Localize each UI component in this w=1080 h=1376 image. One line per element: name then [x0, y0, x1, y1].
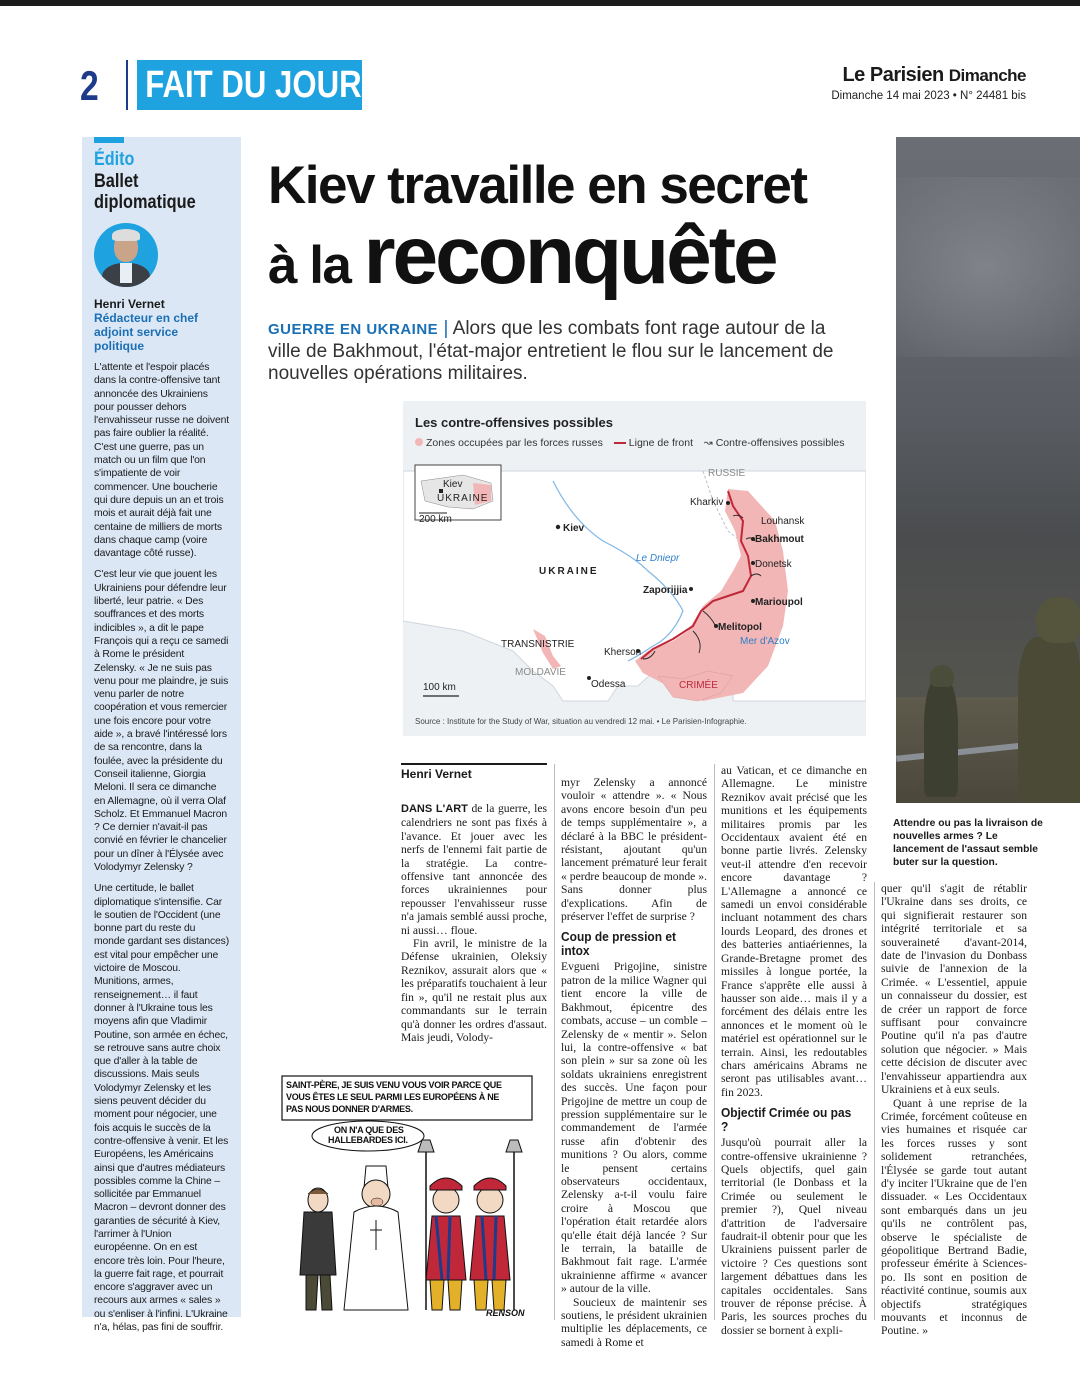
cartoon-bubble-line-1: ON N'A QUE DES	[334, 1125, 404, 1135]
article-column-3	[721, 764, 867, 1337]
label-bakhmout: Bakhmout	[755, 534, 804, 545]
legend-arrows-label: Contre-offensives possibles	[715, 437, 845, 449]
label-melitopol: Melitopol	[718, 622, 762, 633]
label-ukraine: UKRAINE	[539, 566, 599, 577]
edito-accent-bar	[94, 137, 124, 143]
legend-arrow-icon: ↝	[703, 437, 713, 449]
article-column-4	[881, 882, 1027, 1338]
label-russia: RUSSIE	[708, 468, 746, 479]
section-rubric	[137, 60, 362, 110]
article-paragraph: Soucieux de maintenir ses soutiens, le président ukrainien multiplie les déplacements, ce samedi à Rome et	[561, 1295, 707, 1349]
article-paragraph: quer qu'il s'agit de rétablir l'Ukraine dans ses droits, ce qui signifierait restaurer son intégrité territoriale et sa souveraineté d'avant-2014, date de l'invasion du Donbass suivie de l'annexion de la Crimée. « L'essentiel, appuie un connaisseur du dossier, est de créer un rapport de force suffisant pour convaincre Poutine qu'il n'a pas d'autre solution que négocier. » Mais cette décision de discuter avec l'envahisseur appartiendra aux Ukrainiens et à eux seuls.	[881, 882, 1027, 1097]
headline-line-2-big: reconquête	[363, 210, 776, 301]
cartoon-caption-line-1: SAINT-PÈRE, JE SUIS VENU VOUS VOIR PARCE QUE	[286, 1080, 502, 1090]
map-title: Les contre-offensives possibles	[415, 415, 613, 430]
label-crimee: CRIMÉE	[679, 680, 718, 691]
ukraine-map	[403, 461, 866, 711]
headline	[268, 155, 807, 318]
top-rule	[0, 0, 1080, 6]
author-name: Henri Vernet	[94, 297, 165, 311]
label-moldavie: MOLDAVIE	[515, 667, 566, 678]
photo-caption: Attendre ou pas la livraison de nouvelles armes ? Le lancement de l'assaut semble buter sur la question.	[893, 818, 1043, 868]
edito-paragraph: Une certitude, le ballet diplomatique s'intensifie. Car le soutien de l'Occident (une bonne part du reste du monde gardant ses distances) est vital pour empêcher une victoire de Moscou. Munitions, armes, renseignement… il faut donner à l'Ukraine tous les moyens afin que Vladimir Poutine, son armée en échec, se retrouve sans autre choix que d'aller à la table de discussions. Mais seuls Volodymyr Zelensky et les siens peuvent décider du moment pour négocier, une fois acquis le succès de la contre-offensive à venir. Et les Européens, les Américains ainsi que d'autres médiateurs possibles comme la Chine – sollicitée par Emmanuel Macron – devront donner des garanties de sécurité à Kiev, l'arrimer à l'Union européenne. On en est encore très loin. Pour l'heure, la guerre fait rage, et pourrait encore s'aggraver avec un recours aux armes « sales » ou s'enliser à l'infini. L'Ukraine n'a, hélas, pas fini de souffrir.	[94, 883, 229, 1334]
standfirst-separator: |	[438, 318, 453, 339]
article-paragraph: Jusqu'où pourrait aller la contre-offensive ukrainienne ? Quels objectifs, quel gain territorial (le Donbass et la Crimée ou seulement le premier ?), Quel niveau d'attrition de l'adversaire faudrait-il obtenir pour que les Ukrainiens puissent parler de victoire ? Ces questions sont largement débattues dans les capitales occidentales. Sans trouver de réponse précise. À Paris, les sources proches du dossier se bornent à expli-	[721, 1136, 867, 1337]
inset-map	[415, 465, 501, 525]
label-kherson: Kherson	[604, 647, 642, 658]
edito-kicker: Édito	[94, 149, 135, 170]
map-infographic	[403, 401, 866, 736]
lead-words: DANS L'ART	[401, 803, 468, 815]
edito-title: Ballet diplomatique	[94, 171, 196, 213]
cartoon-zelensky	[300, 1188, 336, 1310]
cartoon-pope	[344, 1166, 408, 1310]
editorial-cartoon	[276, 1070, 548, 1322]
headline-line-2-small: à la	[268, 236, 364, 295]
author-role: Rédacteur en chef adjoint service politique	[94, 311, 199, 353]
article-paragraph: Evgueni Prigojine, sinistre patron de la milice Wagner qui tient encore la ville de Bakhmout, épicentre des combats, accuse – un comble – Zelensky de « mentir ». Selon lui, la contre-offensive « bat son plein » sur sa zone où les soldats ukrainiens enregistrent des succès. Une façon pour Prigojine de mettre un coup de pression supplémentaire sur le commandement de l'armée russe afin d'obtenir des munitions ? Ou alors, comme le pensent certains observateurs occidentaux, Zelensky a-t-il voulu faire croire à Moscou que l'opération était retardée alors qu'elle était déjà lancée ? Sur le terrain, la bataille de Bakhmout fait rage. L'armée ukrainienne affirme « avancer » autour de la ville.	[561, 960, 707, 1296]
headline-line-1: Kiev travaille en secret	[268, 156, 807, 215]
section-rubric-label: FAIT DU JOUR	[145, 64, 362, 106]
map-source: Source : Institute for the Study of War, situation au vendredi 12 mai. • Le Parisien-Infographie.	[415, 717, 747, 726]
label-donetsk: Donetsk	[755, 559, 792, 570]
inset-kiev-label: Kiev	[443, 479, 463, 490]
label-kharkiv: Kharkiv	[690, 497, 724, 508]
brand-edition: Dimanche	[948, 66, 1026, 85]
column-rule	[874, 882, 875, 1320]
article-column-1	[401, 802, 547, 1044]
cartoon-swiss-guards	[418, 1140, 522, 1310]
standfirst-text: Alors que les combats font rage autour de la ville de Bakhmout, l'état-major entretient le flou sur le lancement de nouvelles opérations militaires.	[268, 318, 834, 384]
label-marioupol: Marioupol	[755, 597, 803, 608]
page-number-separator	[126, 60, 128, 110]
inset-ukraine-label: UKRAINE	[437, 493, 489, 504]
cartoon-bubble-line-2: HALLEBARDES ICI.	[328, 1135, 408, 1145]
subheading-coup-de-pression: Coup de pression et intox	[561, 929, 676, 959]
column-rule	[714, 764, 715, 1320]
cartoon-signature: RENSON	[486, 1308, 525, 1318]
article-paragraph: au Vatican, et ce dimanche en Allemagne. Le ministre Reznikov avait précisé que les munitions et les équipements militaires promis par les Occidentaux avaient été en bonne partie livrés. Zelensky veut-il attendre d'en recevoir encore davantage ? L'Allemagne a annoncé ce samedi un envoi considérable incluant notamment des chars lourds Leopard, des drones et des batteries antiaériennes, la Grande-Bretagne promet des missiles à longue portée, la France s'apprête elle aussi à hausser son aide… mais il y a forcément des délais entre les annonces et le moment où le matériel est opérationnel sur le terrain. Ainsi, les redoutables chars américains Abrams ne seront pas utilisables avant… fin 2023.	[721, 764, 867, 1099]
article-paragraph: Quant à une reprise de la Crimée, forcément coûteuse en vies humaines et risquée car les forces russes y sont solidement retranchées, l'Élysée se garde tout autant d'y inciter l'Ukraine que de l'en dissuader. « Les Occidentaux sont embarqués dans un jeu qu'ils ne contrôlent pas, observe le spécialiste de géopolitique Bertrand Badie, professeur émérite à Sciences-po. Ils sont en position de réactivité continue, soumis aux objectifs stratégiques mouvants et inconnus de Poutine. »	[881, 1096, 1027, 1338]
cartoon-caption-line-2: VOUS ÊTES LE SEUL PARMI LES EUROPÉENS À NE	[286, 1092, 500, 1102]
label-odessa: Odessa	[591, 679, 626, 690]
article-paragraph	[401, 802, 547, 937]
edito-paragraph: C'est leur vie que jouent les Ukrainiens pour défendre leur liberté, leur patrie. « Des souffrances et des morts indicibles », a dit le pape François qui a reçu ce samedi à Rome le président Zelensky. « Je ne suis pas venu pour me plaindre, je suis venu parler de notre coopération et vous remercier une fois encore pour votre aide », a bravé l'intéressé lors de sa rencontre, dans la foulée, avec la présidente du Conseil italienne, Giorgia Meloni. Il sera ce dimanche en Allemagne, où il verra Olaf Scholz. Et Emmanuel Macron ? Ce dernier n'avait-il pas convié en février le chancelier pour un dîner à l'Élysée avec Volodymyr Zelensky ?	[94, 569, 229, 873]
edito-sidebar	[82, 137, 241, 1334]
legend-occupied-swatch	[415, 438, 423, 446]
article-paragraph: myr Zelensky a annoncé vouloir « attendre ». « Nous avons encore besoin d'un peu de temps supplémentaire », a déclaré à la BBC le président-résistant, ajoutant qu'un lancement prématuré leur ferait « perdre beaucoup de monde ». Sans donner plus d'explications. Afin de préserver l'effet de surprise ?	[561, 776, 707, 924]
masthead	[831, 64, 1026, 102]
author-avatar	[94, 223, 158, 287]
subheading-objectif-crimee: Objectif Crimée ou pas ?	[721, 1105, 852, 1135]
edito-paragraph: L'attente et l'espoir placés dans la contre-offensive tant annoncée des Ukrainiens pour pousser dehors l'envahisseur russe ne doivent pas faire oublier la réalité. C'est une guerre, pas un match ou un film que l'on s'impatiente de voir commencer. Une boucherie qui dure depuis un an et trois mois et aurait déjà fait une centaine de milliers de morts dans chaque camp (voire davantage côté russe).	[94, 362, 229, 560]
article-photo	[896, 137, 1080, 803]
inset-scale-label: 200 km	[419, 514, 452, 525]
standfirst	[268, 318, 848, 385]
headline-line-2	[268, 210, 807, 318]
label-louhansk: Louhansk	[761, 516, 805, 527]
label-dniepr: Le Dniepr	[636, 553, 680, 564]
label-kiev: Kiev	[563, 523, 585, 534]
label-azov: Mer d'Azov	[740, 636, 790, 647]
issue-line: Dimanche 14 mai 2023 • N° 24481 bis	[831, 90, 1026, 102]
article-paragraph: Fin avril, le ministre de la Défense ukrainien, Oleksiy Reznikov, assurait alors que « les préparatifs touchaient à leur fin », qu'il ne restait plus aux commandants sur le terrain qu'à donner les ordres d'assaut. Mais jeudi, Volody-	[401, 937, 547, 1044]
standfirst-kicker: GUERRE EN UKRAINE	[268, 321, 439, 338]
legend-occupied-label: Zones occupées par les forces russes	[426, 437, 603, 449]
article-column-2	[561, 776, 707, 1349]
brand-name: Le Parisien	[842, 64, 944, 86]
label-transnistrie: TRANSNISTRIE	[501, 639, 575, 650]
legend-front-label: Ligne de front	[628, 437, 693, 449]
label-zaporijjia: Zaporijjia	[643, 585, 688, 596]
brand-logo	[831, 64, 1026, 87]
lead-paragraph-text: de la guerre, les calendriers ne sont pas fixés à l'avance. Et jouer avec les nerfs de l'ennemi fait partie de la stratégie. La contre-offensive tant annoncée des forces ukrainiennes pour repousser l'envahisseur russe n'a jamais semblé aussi proche, ni aussi… floue.	[401, 802, 547, 937]
article-byline: Henri Vernet	[401, 763, 547, 781]
cartoon-caption-line-3: PAS NOUS DONNER D'ARMES.	[286, 1104, 413, 1114]
legend-front-swatch	[614, 442, 626, 444]
page-number: 2	[80, 62, 99, 109]
label-scale: 100 km	[423, 682, 456, 693]
map-legend	[415, 437, 845, 449]
column-rule	[554, 764, 555, 1320]
